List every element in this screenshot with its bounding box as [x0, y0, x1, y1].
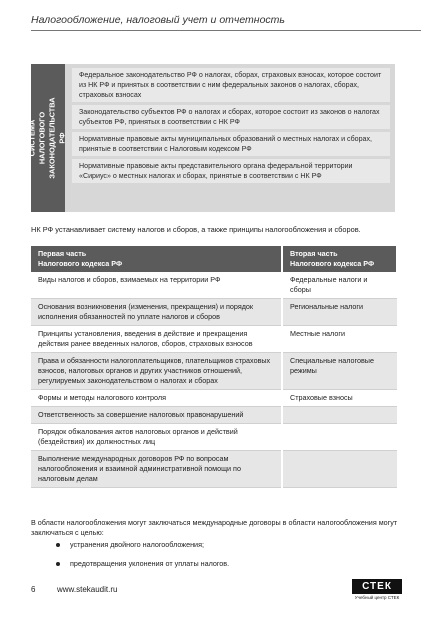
table-cell: Ответственность за совершение налоговых правонарушений	[31, 407, 282, 424]
table-cell: Страховые взносы	[282, 390, 397, 407]
goals-list	[56, 540, 229, 578]
table-cell: Специальные налоговые режимы	[282, 353, 397, 390]
tax-system-items	[72, 68, 390, 186]
stek-logo	[352, 579, 402, 601]
tax-system-item: Законодательство субъектов РФ о налогах и сборах, которое состоит из законов о налогах субъектов РФ, принятых в соответствии с НК РФ	[72, 105, 390, 129]
table-cell	[282, 407, 397, 424]
table-cell: Виды налогов и сборов, взимаемых на территории РФ	[31, 272, 282, 299]
table-header-part1: Первая часть Налогового кодекса РФ	[31, 246, 282, 272]
logo-text: СТЕК	[352, 579, 402, 594]
table-cell: Основания возникновения (изменения, прекращения) и порядок исполнения обязанностей по уплате налогов и сборов	[31, 299, 282, 326]
tax-system-item: Нормативные правовые акты представительного органа федеральной территории «Сириус» о местных налогах и сборах, принятые в соответствии с НК РФ	[72, 159, 390, 183]
table-row	[31, 272, 397, 299]
table-cell: Местные налоги	[282, 326, 397, 353]
table-cell: Формы и методы налогового контроля	[31, 390, 282, 407]
tax-system-item: Нормативные правовые акты муниципальных образований о местных налогах и сборах, принятые в соответствии с Налоговым кодексом РФ	[72, 132, 390, 156]
header-divider	[31, 30, 421, 31]
table-row	[31, 390, 397, 407]
table-cell: Права и обязанности налогоплательщиков, плательщиков страховых взносов, налоговых органов и других участников отношений, регулируемых законодательством о налогах и сборах	[31, 353, 282, 390]
table-cell: Выполнение международных договоров РФ по вопросам налогообложения и взаимной административной помощи по налоговым делам	[31, 451, 282, 488]
table-row	[31, 299, 397, 326]
logo-subtitle: Учебный центр СТЕК	[354, 595, 400, 600]
page-number: 6	[31, 585, 36, 594]
table-cell: Порядок обжалования актов налоговых органов и действий (бездействия) их должностных лиц	[31, 424, 282, 451]
table-cell	[282, 451, 397, 488]
table-row	[31, 353, 397, 390]
table-row	[31, 451, 397, 488]
table-cell: Федеральные налоги и сборы	[282, 272, 397, 299]
table-header-row	[31, 246, 397, 272]
table-cell: Региональные налоги	[282, 299, 397, 326]
intro-paragraph: НК РФ устанавливает систему налогов и сборов, а также принципы налогообложения и сборов.	[31, 225, 361, 234]
page-header-title: Налогообложение, налоговый учет и отчетность	[31, 14, 285, 26]
tax-code-table	[31, 246, 398, 488]
table-row	[31, 424, 397, 451]
tax-system-item: Федеральное законодательство РФ о налогах, сборах, страховых взносах, которое состоит из НК РФ и принятых в соответствии с ним федеральных законов о налогах, сборах, страховых взносах	[72, 68, 390, 102]
table-header-part2: Вторая часть Налогового кодекса РФ	[282, 246, 397, 272]
list-item: предотвращения уклонения от уплаты налогов.	[56, 559, 229, 569]
tax-system-side-label: СИСТЕМА НАЛОГОВОГО ЗАКОНОДАТЕЛЬСТВА РФ	[28, 97, 67, 179]
table-cell: Принципы установления, введения в действие и прекращения действия ранее введенных налогов, сборов, страховых взносов	[31, 326, 282, 353]
list-item: устранения двойного налогообложения;	[56, 540, 229, 550]
table-row	[31, 407, 397, 424]
website-link[interactable]: www.stekaudit.ru	[57, 585, 118, 594]
tax-system-side-panel	[28, 64, 67, 212]
table-row	[31, 326, 397, 353]
outro-paragraph: В области налогообложения могут заключаться международные договоры в области налогообложения могут заключаться с целью:	[31, 518, 398, 537]
table-cell	[282, 424, 397, 451]
